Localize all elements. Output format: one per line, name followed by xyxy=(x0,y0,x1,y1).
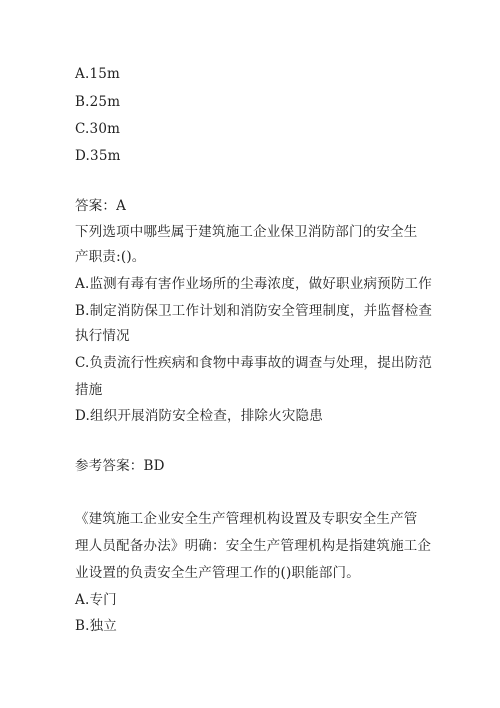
q2-option-c: C.负责流行性疾病和食物中毒事故的调查与处理，提出防范 xyxy=(75,355,433,371)
q1-option-c: C.30m xyxy=(75,121,121,137)
q3-stem-line-2: 理人员配备办法》明确：安全生产管理机构是指建筑施工企 xyxy=(75,538,432,554)
q3-option-a: A.专门 xyxy=(75,592,117,608)
q1-option-b: B.25m xyxy=(75,94,121,110)
q2-option-d: D.组织开展消防安全检查，排除火灾隐患 xyxy=(75,408,323,424)
q1-option-d: D.35m xyxy=(75,148,121,164)
q2-answer: 参考答案：BD xyxy=(75,458,165,474)
q2-stem-line-1: 下列选项中哪些属于建筑施工企业保卫消防部门的安全生 xyxy=(75,224,418,240)
q1-answer: 答案：A xyxy=(75,198,127,214)
q1-option-a: A.15m xyxy=(75,66,121,82)
q2-stem-line-2: 产职责:()。 xyxy=(75,249,146,265)
q3-stem-line-3: 业设置的负责安全生产管理工作的()职能部门。 xyxy=(75,565,360,581)
q3-stem-line-1: 《建筑施工企业安全生产管理机构设置及专职安全生产管 xyxy=(75,511,418,527)
q3-option-b: B.独立 xyxy=(75,618,118,634)
q2-option-c-cont: 措施 xyxy=(75,382,103,398)
q2-option-b: B.制定消防保卫工作计划和消防安全管理制度，并监督检查 xyxy=(75,303,433,319)
q2-option-a: A.监测有毒有害作业场所的尘毒浓度，做好职业病预防工作 xyxy=(75,276,432,292)
q2-option-b-cont: 执行情况 xyxy=(75,328,130,344)
